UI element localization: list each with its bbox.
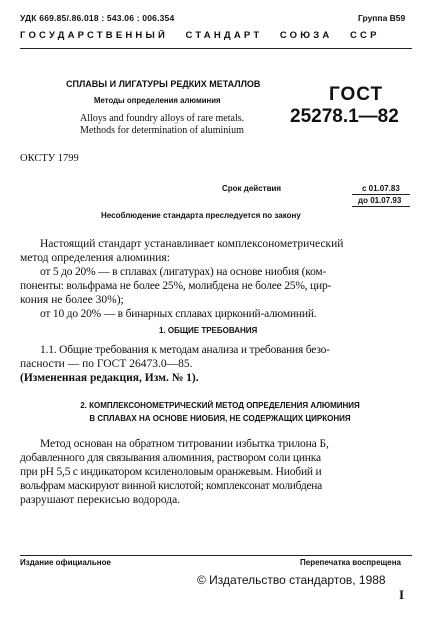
udk-code: УДК 669.85/.86.018 : 543.06 : 006.354	[20, 13, 175, 23]
law-notice: Несоблюдение стандарта преследуется по закону	[101, 211, 301, 220]
section-2-heading	[40, 399, 400, 425]
intro-range-1-line-2: поненты: вольфрама не более 25%, молибдена не более 25%, цир-	[20, 280, 332, 292]
section-2-heading-line-1: 2. КОМПЛЕКСОНОМЕТРИЧЕСКИЙ МЕТОД ОПРЕДЕЛЕНИЯ АЛЮМИНИЯ	[80, 401, 360, 410]
english-title-line-2: Methods for determination of aluminium	[80, 125, 244, 136]
validity-rule-2	[352, 206, 410, 207]
document-title: СПЛАВЫ И ЛИГАТУРЫ РЕДКИХ МЕТАЛЛОВ	[66, 79, 261, 89]
section-1-heading: 1. ОБЩИЕ ТРЕБОВАНИЯ	[159, 326, 258, 335]
section-1-revision-note: (Измененная редакция, Изм. № 1).	[20, 372, 199, 384]
section-2-line-3: при pH 5,5 с индикатором ксиленоловым оранжевым. Ниобий и	[20, 466, 322, 478]
intro-line-1: Настоящий стандарт устанавливает комплексонометрический	[40, 238, 344, 250]
section-2-line-2: добавленного для связывания алюминия, раствором соли цинка	[20, 452, 321, 464]
section-2-line-1: Метод основан на обратном титровании избытка трилона Б,	[40, 438, 329, 450]
page-numeral: I	[399, 587, 405, 602]
group-code: Группа В59	[358, 13, 406, 23]
validity-label: Срок действия	[222, 184, 282, 193]
intro-line-2: метод определения алюминия:	[20, 252, 170, 264]
section-1-body	[20, 343, 415, 385]
header-rule	[20, 48, 412, 49]
validity-to: до 01.07.93	[358, 196, 402, 205]
reprint-prohibited-label: Перепечатка воспрещена	[300, 558, 401, 567]
intro-paragraph	[20, 237, 415, 321]
okstu-code: ОКСТУ 1799	[20, 153, 79, 164]
footer-rule	[20, 555, 412, 556]
validity-rule	[352, 194, 410, 195]
validity-from: с 01.07.83	[362, 184, 400, 193]
state-standard-banner: ГОСУДАРСТВЕННЫЙ СТАНДАРТ СОЮЗА ССР	[20, 30, 380, 41]
intro-range-2: от 10 до 20% — в бинарных сплавах цирконий-алюминий.	[40, 308, 317, 320]
section-2-heading-line-2: В СПЛАВАХ НА ОСНОВЕ НИОБИЯ, НЕ СОДЕРЖАЩИХ ЦИРКОНИЯ	[89, 414, 351, 423]
section-2-body	[20, 437, 415, 507]
section-2-line-4: вольфрам маскируют винной кислотой; комплексонат молибдена	[20, 480, 322, 492]
copyright-notice: © Издательство стандартов, 1988	[197, 573, 386, 587]
section-1-line-1: 1.1. Общие требования к методам анализа и требования безо-	[40, 344, 330, 356]
gost-number: 25278.1—82	[290, 106, 399, 127]
gost-label: ГОСТ	[329, 84, 384, 105]
section-1-line-2: пасности — по ГОСТ 26473.0—85.	[20, 358, 193, 370]
official-edition-label: Издание официальное	[20, 558, 111, 567]
english-title-line-1: Alloys and foundry alloys of rare metals.	[80, 113, 245, 124]
section-2-line-5: разрушают перекисью водорода.	[20, 494, 181, 506]
intro-range-1-line-1: от 5 до 20% — в сплавах (лигатурах) на основе ниобия (ком-	[40, 266, 327, 278]
intro-range-1-line-3: кония не более 30%);	[20, 294, 124, 306]
document-subtitle: Методы определения алюминия	[94, 96, 221, 105]
